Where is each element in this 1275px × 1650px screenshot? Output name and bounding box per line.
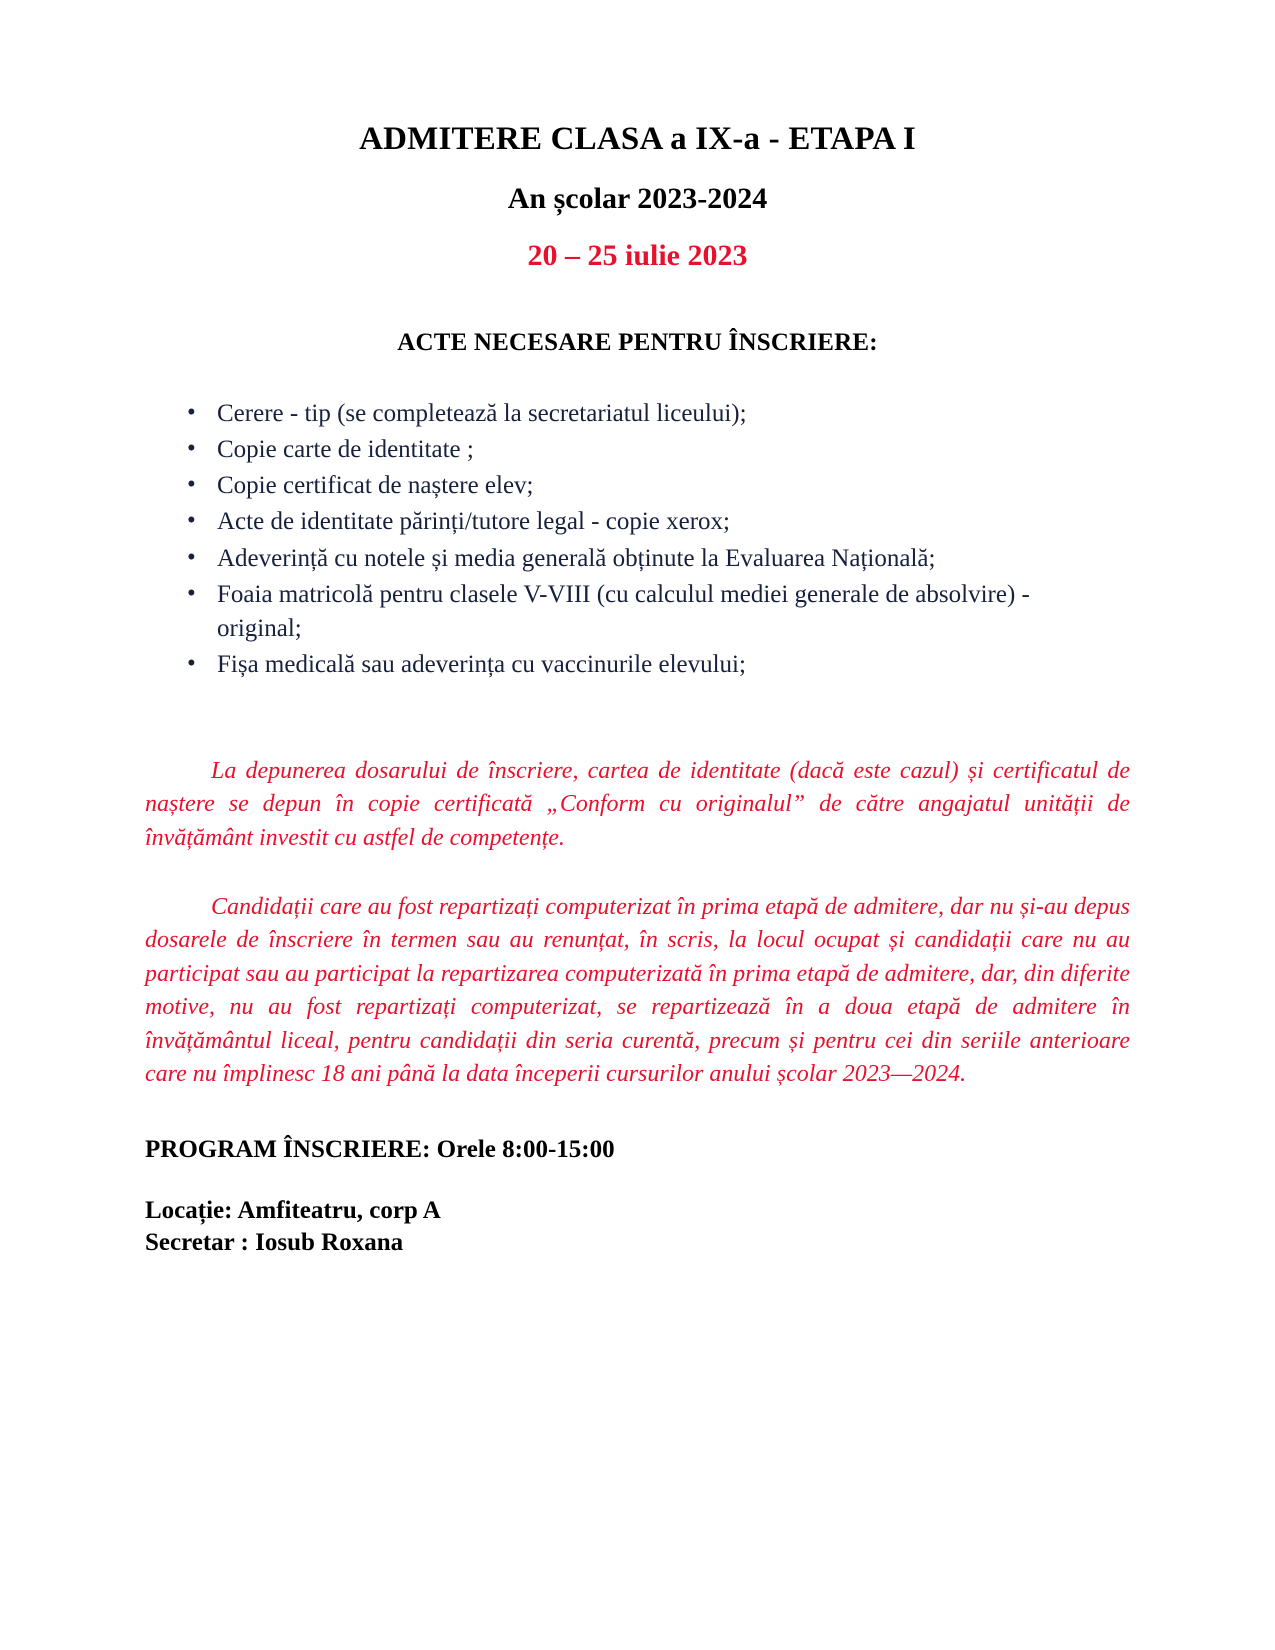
school-year-subtitle: An școlar 2023-2024 <box>507 181 768 215</box>
list-item <box>187 648 1067 682</box>
note-certified-copies: La depunerea dosarului de înscriere, cartea de identitate (dacă este cazul) și certificatul de naștere se depun în copie certificată „Conform cu originalul” de către angajatul unității de învățământ investit cu astfel de competențe. <box>145 757 1130 851</box>
page-title: ADMITERE CLASA a IX-a - ETAPA I <box>359 121 916 157</box>
list-item-label: Adeverință cu notele și media generală obținute la Evaluarea Națională; <box>217 544 936 572</box>
list-item <box>187 433 1067 467</box>
bullet-icon: • <box>187 507 196 535</box>
list-item <box>187 542 1067 576</box>
secretary-line: Secretar : Iosub Roxana <box>145 1229 404 1257</box>
bullet-icon: • <box>187 398 196 426</box>
enrollment-dates: 20 – 25 iulie 2023 <box>527 239 748 273</box>
bullet-icon: • <box>187 471 196 499</box>
required-documents-list <box>145 397 1130 683</box>
footer-block <box>145 1134 1130 1260</box>
list-item-label: Fișa medicală sau adeverința cu vaccinurile elevului; <box>217 651 746 679</box>
note-second-stage-candidates: Candidații care au fost repartizați computerizat în prima etapă de admitere, dar nu și-au depus dosarele de înscriere în termen sau au renunțat, în scris, la locul ocupat și candidații care nu au participat sau au participat la repartizarea computerizată în prima etapă de admitere, dar, din diferite motive, nu au fost repartizați computerizat, se repartizează în a doua etapă de admitere în învățământul liceal, pentru candidații din seria curentă, precum și pentru cei din seriile anterioare care nu împlinesc 18 ani până la data începerii cursurilor anului școlar 2023—2024. <box>145 893 1130 1088</box>
list-item <box>187 397 1067 431</box>
list-item-label: Acte de identitate părinți/tutore legal - copie xerox; <box>217 508 730 536</box>
list-item <box>187 505 1067 539</box>
list-item-label: Foaia matricolă pentru clasele V-VIII (cu calculul mediei generale de absolvire) - original; <box>217 580 1030 643</box>
list-item-label: Copie carte de identitate ; <box>217 435 474 463</box>
section-heading-required-documents: ACTE NECESARE PENTRU ÎNSCRIERE: <box>397 328 878 356</box>
bullet-icon: • <box>187 650 196 678</box>
title-block <box>145 120 1130 274</box>
enrollment-schedule: PROGRAM ÎNSCRIERE: Orele 8:00-15:00 <box>145 1136 615 1164</box>
bullet-icon: • <box>187 579 196 607</box>
location-line: Locație: Amfiteatru, corp A <box>145 1196 441 1224</box>
bullet-icon: • <box>187 543 196 571</box>
footer-spacer <box>145 1167 1130 1195</box>
bullet-icon: • <box>187 434 196 462</box>
list-item-label: Copie certificat de naștere elev; <box>217 472 534 500</box>
list-item <box>187 469 1067 503</box>
list-item <box>187 578 1067 647</box>
list-item-label: Cerere - tip (se completează la secretariatul liceului); <box>217 399 747 427</box>
